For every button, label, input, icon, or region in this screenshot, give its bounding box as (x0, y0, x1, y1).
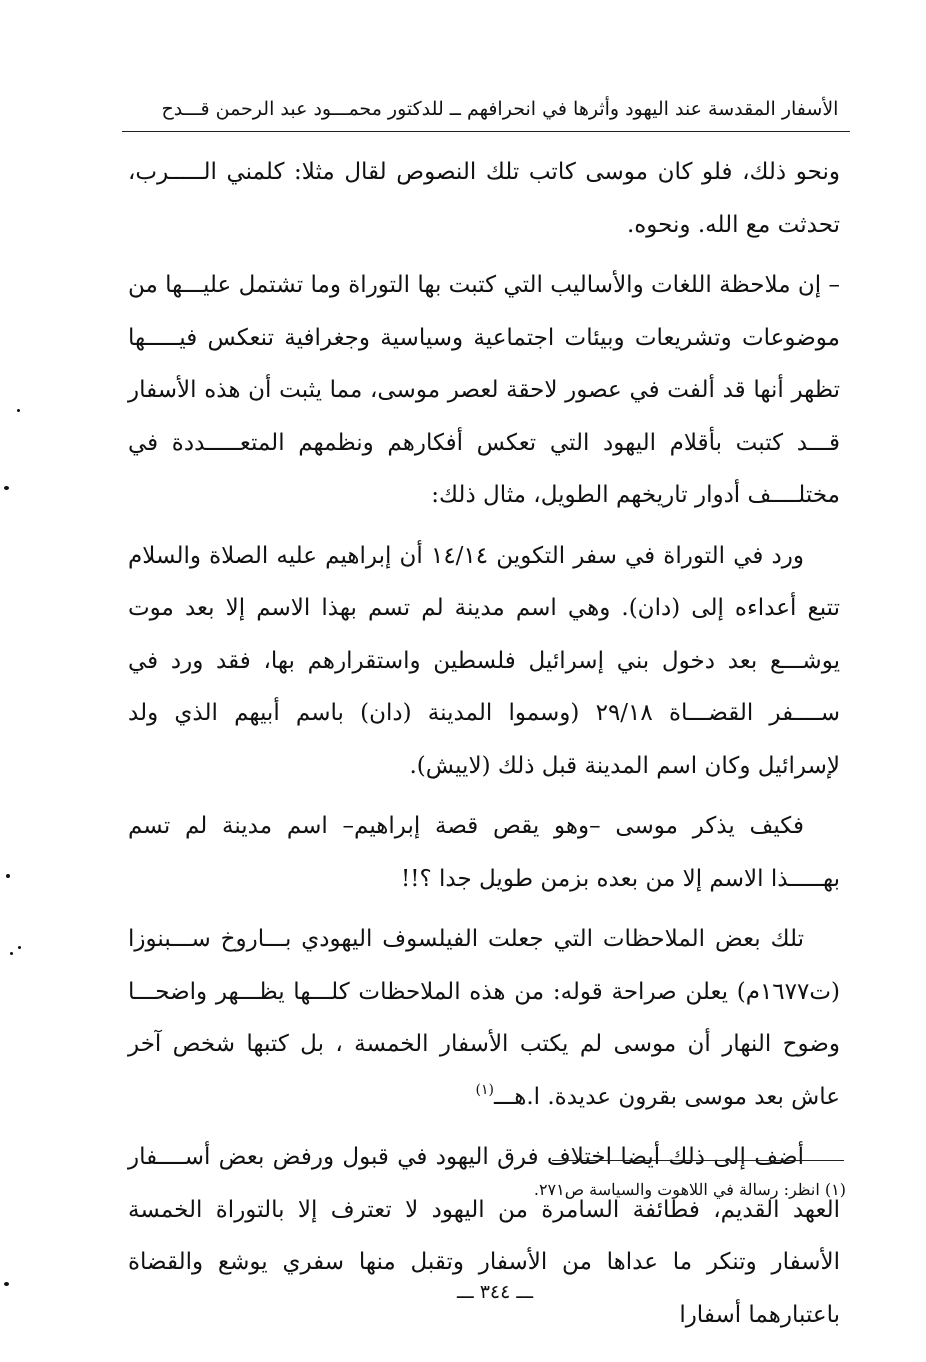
scan-speck (6, 874, 10, 878)
paragraph (128, 913, 840, 1123)
scan-speck (18, 946, 21, 949)
body-text (128, 146, 840, 1341)
paragraph-text: تلك بعض الملاحظات التي جعلت الفيلسوف اليهودي بـــاروخ ســـبنوزا (ت١٦٧٧م) يعلن صراحة قوله: من هذه الملاحظات كلـــها يظـــهر واضحـــا وضوح النهار أن موسى لم يكتب الأسفار الخمسة ، بل كتبها شخص آخر عاش بعد موسى بقرون عديدة. ا.هـــ (128, 926, 840, 1110)
paragraph: – إن ملاحظة اللغات والأساليب التي كتبت بها التوراة وما تشتمل عليـــها من موضوعات وتشريعات وبيئات اجتماعية وسياسية وجغرافية تنعكس فيـــــها تظهر أنها قد ألفت في عصور لاحقة لعصر موسى، مما يثبت أن هذه الأسفار قـــد كتبت بأقلام اليهود التي تعكس أفكارهم ونظمهم المتعـــــددة في مختلــــف أدوار تاريخهم الطويل، مثال ذلك: (128, 272, 840, 508)
paragraph: فكيف يذكر موسى –وهو يقص قصة إبراهيم– اسم مدينة لم تسم بهـــــذا الاسم إلا من بعده بزمن طويل جدا ؟!! (128, 813, 840, 892)
header-rule (122, 131, 850, 132)
paragraph: ورد في التوراة في سفر التكوين ١٤/١٤ أن إبراهيم عليه الصلاة والسلام تتبع أعداءه إلى (دان). وهي اسم مدينة لم تسم بهذا الاسم إلا بعد موت يوشـــع بعد دخول بني إسرائيل فلسطين واستقرارهم بها، فقد ورد في ســــفر القضـــاة ٢٩/١٨ (وسموا المدينة (دان) باسم أبيهم الذي ولد لإسرائيل وكان اسم المدينة قبل ذلك (لاييش). (128, 542, 840, 779)
paragraph: ونحو ذلك، فلو كان موسى كاتب تلك النصوص لقال مثلا: كلمني الـــــرب، تحدثت مع الله. ونحوه. (128, 159, 840, 238)
paragraph: أضف إلى ذلك أيضا اختلاف فرق اليهود في قبول ورفض بعض أســــفار العهد القديم، فطائفة السامرة من اليهود لا تعترف إلا بالتوراة الخمسة الأسفار وتنكر ما عداها من الأسفار وتقبل منها سفري يوشع والقضاة باعتبارهما أسفارا (128, 1144, 840, 1328)
scan-speck (17, 409, 20, 412)
scan-speck (4, 1282, 9, 1286)
page-number: ـــ ٣٤٤ ـــ (456, 1281, 534, 1303)
footnote-rule (552, 1160, 844, 1161)
scan-speck (4, 486, 9, 490)
footnote: (١) انظر: رسالة في اللاهوت والسياسة ص٢٧١. (533, 1180, 846, 1199)
footnote-reference: (١) (475, 1081, 495, 1098)
running-header: الأسفار المقدسة عند اليهود وأثرها في انحرافهم ــ للدكتور محمـــود عبد الرحمن قـــدح (161, 98, 839, 120)
scan-speck (10, 952, 13, 955)
